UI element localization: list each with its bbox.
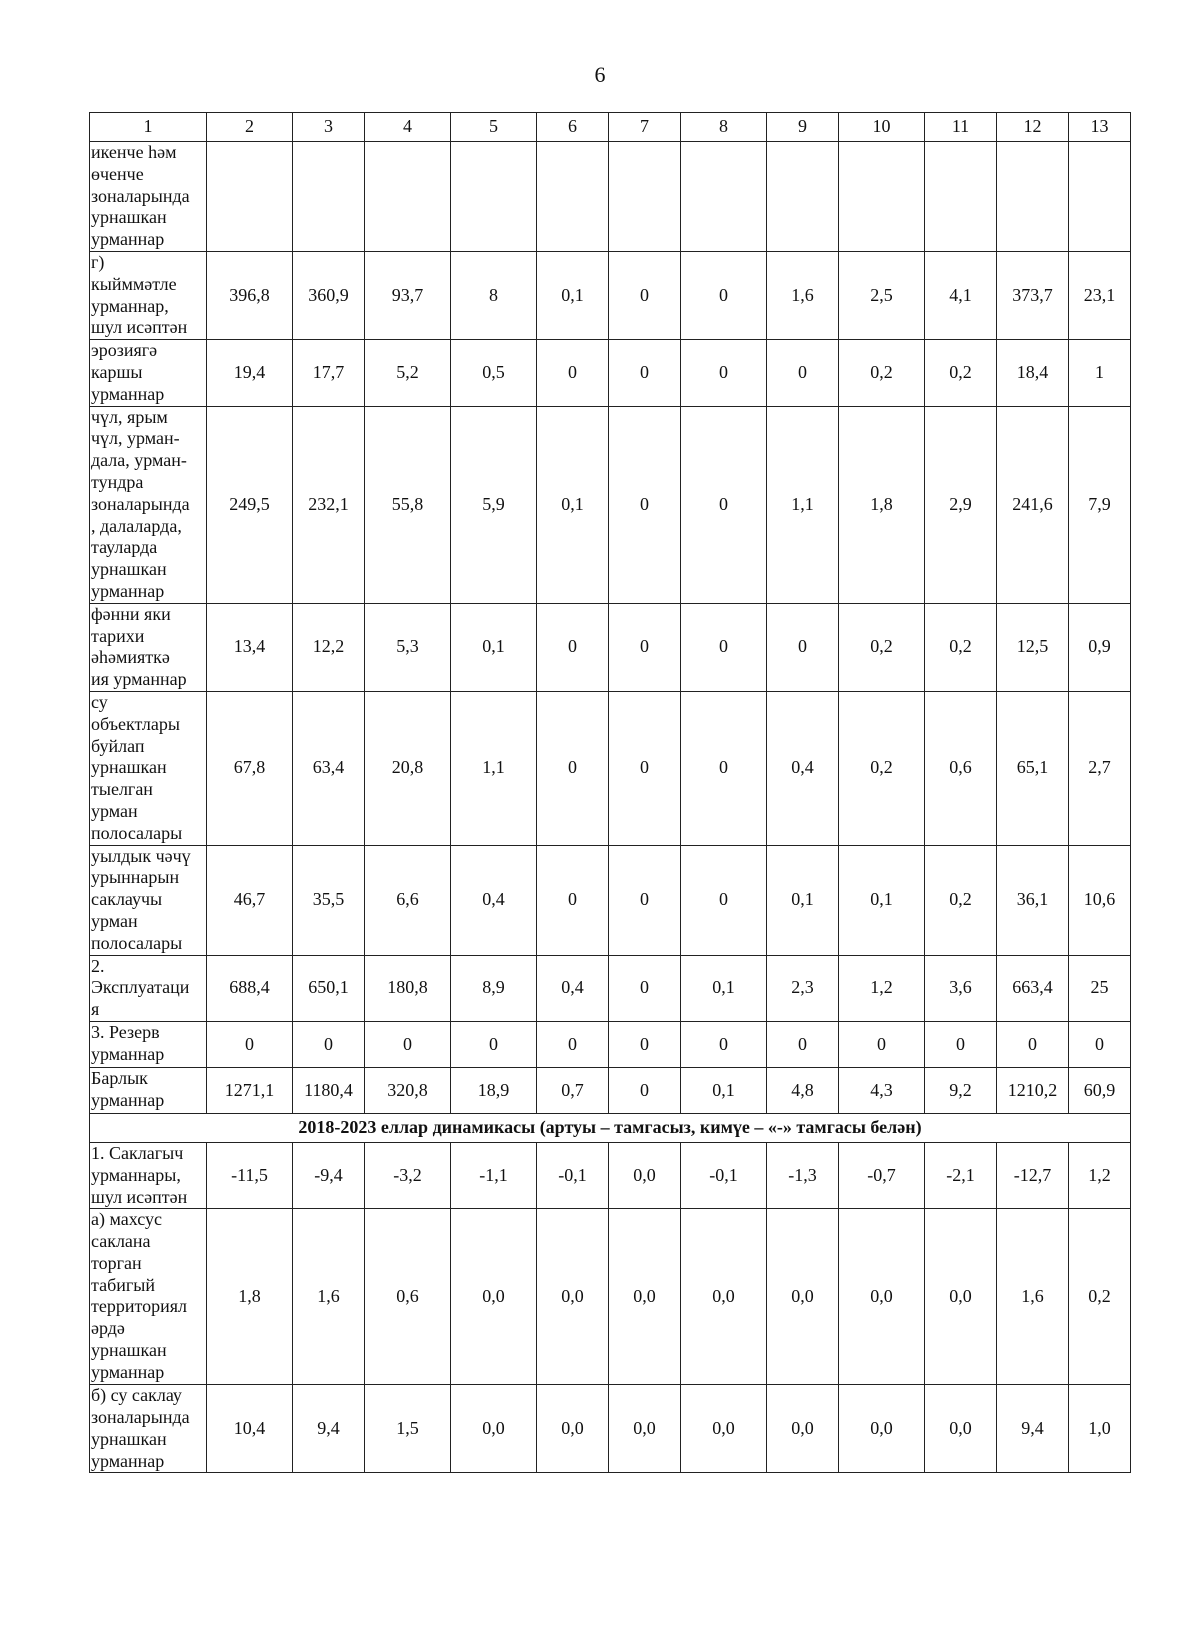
table-cell: 18,9 — [451, 1067, 537, 1113]
column-header: 2 — [207, 113, 293, 142]
table-cell: 2,3 — [767, 955, 839, 1021]
table-cell: 0,0 — [767, 1385, 839, 1473]
table-cell: 5,3 — [365, 603, 451, 691]
table-cell: 9,4 — [293, 1385, 365, 1473]
column-header: 3 — [293, 113, 365, 142]
table-cell — [451, 142, 537, 252]
table-cell: 0 — [609, 340, 681, 406]
column-header: 1 — [90, 113, 207, 142]
row-label: чүл, ярым чүл, урман- дала, урман- тундра зоналарында , далаларда, тауларда урнашкан урманнар — [90, 406, 207, 603]
column-header: 13 — [1069, 113, 1131, 142]
table-cell: 373,7 — [997, 252, 1069, 340]
table-cell: 249,5 — [207, 406, 293, 603]
table-cell: 0 — [609, 406, 681, 603]
table-row — [90, 603, 1131, 691]
table-cell — [293, 142, 365, 252]
table-cell: 0 — [681, 845, 767, 955]
table-cell: 0,2 — [925, 603, 997, 691]
table-cell: 1,1 — [451, 691, 537, 845]
header-row — [90, 113, 1131, 142]
table-row — [90, 1021, 1131, 1067]
table-cell: 0 — [537, 603, 609, 691]
table-cell: 0 — [537, 1021, 609, 1067]
table-cell — [1069, 142, 1131, 252]
table-cell: 0,2 — [839, 340, 925, 406]
table-cell: 0 — [451, 1021, 537, 1067]
table-cell: 0,0 — [609, 1385, 681, 1473]
table-cell: 25 — [1069, 955, 1131, 1021]
table-row — [90, 1067, 1131, 1113]
table-cell: 0,7 — [537, 1067, 609, 1113]
table-cell: 65,1 — [997, 691, 1069, 845]
table-cell: 1,2 — [839, 955, 925, 1021]
table-cell: 0,2 — [1069, 1209, 1131, 1385]
table-cell: 1,2 — [1069, 1142, 1131, 1208]
section-title: 2018-2023 еллар динамикасы (артуы – тамгасыз, кимүе – «-» тамгасы белән) — [90, 1113, 1131, 1142]
table-cell: 0,0 — [925, 1385, 997, 1473]
table-cell: 0,0 — [839, 1385, 925, 1473]
table-cell: 12,5 — [997, 603, 1069, 691]
table-cell: 9,4 — [997, 1385, 1069, 1473]
table-cell: 0 — [609, 1021, 681, 1067]
table-cell: 8 — [451, 252, 537, 340]
table-row — [90, 406, 1131, 603]
table-cell: 0 — [767, 1021, 839, 1067]
table-cell: 0 — [767, 340, 839, 406]
table-cell: 0 — [609, 845, 681, 955]
table-cell: 0,1 — [537, 406, 609, 603]
table-cell: 63,4 — [293, 691, 365, 845]
table-cell: 2,5 — [839, 252, 925, 340]
table-cell: -12,7 — [997, 1142, 1069, 1208]
page-number: 6 — [594, 62, 606, 87]
table-cell: 4,8 — [767, 1067, 839, 1113]
table-cell: 23,1 — [1069, 252, 1131, 340]
table-cell: 4,1 — [925, 252, 997, 340]
table-cell: 0 — [681, 340, 767, 406]
table-cell: 6,6 — [365, 845, 451, 955]
table-cell: 10,6 — [1069, 845, 1131, 955]
table-cell: 12,2 — [293, 603, 365, 691]
table-cell: 0 — [609, 252, 681, 340]
table-row — [90, 340, 1131, 406]
table-cell: 320,8 — [365, 1067, 451, 1113]
table-cell: 9,2 — [925, 1067, 997, 1113]
table-cell: 0 — [609, 691, 681, 845]
table-cell: 0 — [767, 603, 839, 691]
table-cell: 8,9 — [451, 955, 537, 1021]
table-row — [90, 1209, 1131, 1385]
table-cell: 0,0 — [681, 1209, 767, 1385]
table-cell: 3,6 — [925, 955, 997, 1021]
table-cell — [839, 142, 925, 252]
table-cell: 0 — [839, 1021, 925, 1067]
table-cell: 19,4 — [207, 340, 293, 406]
row-label: 3. Резерв урманнар — [90, 1021, 207, 1067]
table-cell: 0,6 — [365, 1209, 451, 1385]
table-cell: -1,3 — [767, 1142, 839, 1208]
table-cell: 0 — [609, 1067, 681, 1113]
table-cell: 1,5 — [365, 1385, 451, 1473]
table-cell: -0,1 — [537, 1142, 609, 1208]
table-cell: 55,8 — [365, 406, 451, 603]
table-cell: 241,6 — [997, 406, 1069, 603]
column-header: 5 — [451, 113, 537, 142]
table-cell: 0 — [1069, 1021, 1131, 1067]
table-cell: 0 — [537, 691, 609, 845]
table-cell: 0,0 — [925, 1209, 997, 1385]
table-row — [90, 142, 1131, 252]
table-cell: 180,8 — [365, 955, 451, 1021]
table-cell: 1,8 — [207, 1209, 293, 1385]
table-cell: 5,2 — [365, 340, 451, 406]
table-cell: 0 — [681, 1021, 767, 1067]
table-cell: 0,5 — [451, 340, 537, 406]
table-cell: -9,4 — [293, 1142, 365, 1208]
table-cell: 0,0 — [839, 1209, 925, 1385]
table-cell: 18,4 — [997, 340, 1069, 406]
table-cell: 650,1 — [293, 955, 365, 1021]
table-cell: 0,0 — [681, 1385, 767, 1473]
table-cell: 1,6 — [767, 252, 839, 340]
table-cell: 0,4 — [537, 955, 609, 1021]
table-cell: 13,4 — [207, 603, 293, 691]
table-cell: -0,7 — [839, 1142, 925, 1208]
table-cell: 0,2 — [839, 603, 925, 691]
table-cell: -1,1 — [451, 1142, 537, 1208]
table-cell: 0,2 — [925, 845, 997, 955]
table-cell: 0 — [681, 603, 767, 691]
table-cell: 0,0 — [537, 1385, 609, 1473]
table-cell: 1180,4 — [293, 1067, 365, 1113]
table-cell: 0,9 — [1069, 603, 1131, 691]
table-row — [90, 252, 1131, 340]
table-cell: 4,3 — [839, 1067, 925, 1113]
row-label: Барлык урманнар — [90, 1067, 207, 1113]
table-cell: -11,5 — [207, 1142, 293, 1208]
table-cell: 0,0 — [537, 1209, 609, 1385]
table-cell: 46,7 — [207, 845, 293, 955]
table-cell — [365, 142, 451, 252]
table-cell: 93,7 — [365, 252, 451, 340]
table-cell: 0,0 — [767, 1209, 839, 1385]
column-header: 4 — [365, 113, 451, 142]
table-cell — [207, 142, 293, 252]
table-cell: 7,9 — [1069, 406, 1131, 603]
table-cell: 0,4 — [767, 691, 839, 845]
table-cell: 0 — [681, 691, 767, 845]
table-cell: 1,8 — [839, 406, 925, 603]
row-label: икенче һәм өченче зоналарында урнашкан урманнар — [90, 142, 207, 252]
table-cell — [767, 142, 839, 252]
table-cell: 1,6 — [997, 1209, 1069, 1385]
table-cell: 0,1 — [681, 1067, 767, 1113]
table-cell: 232,1 — [293, 406, 365, 603]
table-cell: 0 — [681, 252, 767, 340]
table-cell: 1271,1 — [207, 1067, 293, 1113]
table-cell: 663,4 — [997, 955, 1069, 1021]
table-cell: 0,1 — [451, 603, 537, 691]
table-cell: 0 — [925, 1021, 997, 1067]
table-cell: 0,2 — [925, 340, 997, 406]
column-header: 12 — [997, 113, 1069, 142]
table-cell: 360,9 — [293, 252, 365, 340]
table-cell — [681, 142, 767, 252]
column-header: 11 — [925, 113, 997, 142]
table-cell: 0,1 — [537, 252, 609, 340]
table-cell: 0 — [609, 603, 681, 691]
table-cell: 0,0 — [451, 1209, 537, 1385]
table-row — [90, 1385, 1131, 1473]
table-cell: 67,8 — [207, 691, 293, 845]
table-cell: -3,2 — [365, 1142, 451, 1208]
table-cell: 35,5 — [293, 845, 365, 955]
table-cell: 688,4 — [207, 955, 293, 1021]
table-cell: 1,1 — [767, 406, 839, 603]
table-cell: 0 — [537, 340, 609, 406]
table-cell: 0,1 — [839, 845, 925, 955]
table-cell: 0,6 — [925, 691, 997, 845]
table-cell: 17,7 — [293, 340, 365, 406]
row-label: уылдык чәчү урыннарын саклаучы урман полосалары — [90, 845, 207, 955]
table-cell: 0 — [997, 1021, 1069, 1067]
table-cell: -2,1 — [925, 1142, 997, 1208]
table-cell — [997, 142, 1069, 252]
row-label: фәнни яки тарихи әһәмияткә ия урманнар — [90, 603, 207, 691]
column-header: 6 — [537, 113, 609, 142]
row-label: су объектлары буйлап урнашкан тыелган урман полосалары — [90, 691, 207, 845]
table-cell: 10,4 — [207, 1385, 293, 1473]
table-cell: 0 — [207, 1021, 293, 1067]
table-cell: 0 — [681, 406, 767, 603]
column-header: 7 — [609, 113, 681, 142]
table-cell: 1,6 — [293, 1209, 365, 1385]
table-cell: 0,4 — [451, 845, 537, 955]
table-row — [90, 955, 1131, 1021]
table-cell: 0,0 — [609, 1209, 681, 1385]
row-label: эрозиягә каршы урманнар — [90, 340, 207, 406]
table-cell: -0,1 — [681, 1142, 767, 1208]
table-cell: 0 — [365, 1021, 451, 1067]
column-header: 9 — [767, 113, 839, 142]
table-cell: 36,1 — [997, 845, 1069, 955]
table-cell — [925, 142, 997, 252]
table-cell: 0,1 — [681, 955, 767, 1021]
table-row — [90, 845, 1131, 955]
row-label: 2. Эксплуатаци я — [90, 955, 207, 1021]
row-label: б) су саклау зоналарында урнашкан урманнар — [90, 1385, 207, 1473]
table-row — [90, 691, 1131, 845]
table-cell: 1 — [1069, 340, 1131, 406]
table-cell: 2,9 — [925, 406, 997, 603]
forest-data-table — [89, 112, 1131, 1473]
row-label: 1. Саклагыч урманнары, шул исәптән — [90, 1142, 207, 1208]
table-cell: 0,0 — [451, 1385, 537, 1473]
table-cell: 1210,2 — [997, 1067, 1069, 1113]
table-cell: 0 — [609, 955, 681, 1021]
table-cell: 0 — [537, 845, 609, 955]
table-row — [90, 1142, 1131, 1208]
table-cell: 0,2 — [839, 691, 925, 845]
table-cell: 396,8 — [207, 252, 293, 340]
table-cell: 0 — [293, 1021, 365, 1067]
table-cell — [609, 142, 681, 252]
table-cell: 1,0 — [1069, 1385, 1131, 1473]
table-cell — [537, 142, 609, 252]
row-label: а) махсус саклана торган табигый территориял әрдә урнашкан урманнар — [90, 1209, 207, 1385]
table-cell: 60,9 — [1069, 1067, 1131, 1113]
row-label: г) кыйммәтле урманнар, шул исәптән — [90, 252, 207, 340]
table-cell: 0,0 — [609, 1142, 681, 1208]
column-header: 8 — [681, 113, 767, 142]
table-cell: 5,9 — [451, 406, 537, 603]
section-row — [90, 1113, 1131, 1142]
column-header: 10 — [839, 113, 925, 142]
table-cell: 0,1 — [767, 845, 839, 955]
table-cell: 20,8 — [365, 691, 451, 845]
table-cell: 2,7 — [1069, 691, 1131, 845]
